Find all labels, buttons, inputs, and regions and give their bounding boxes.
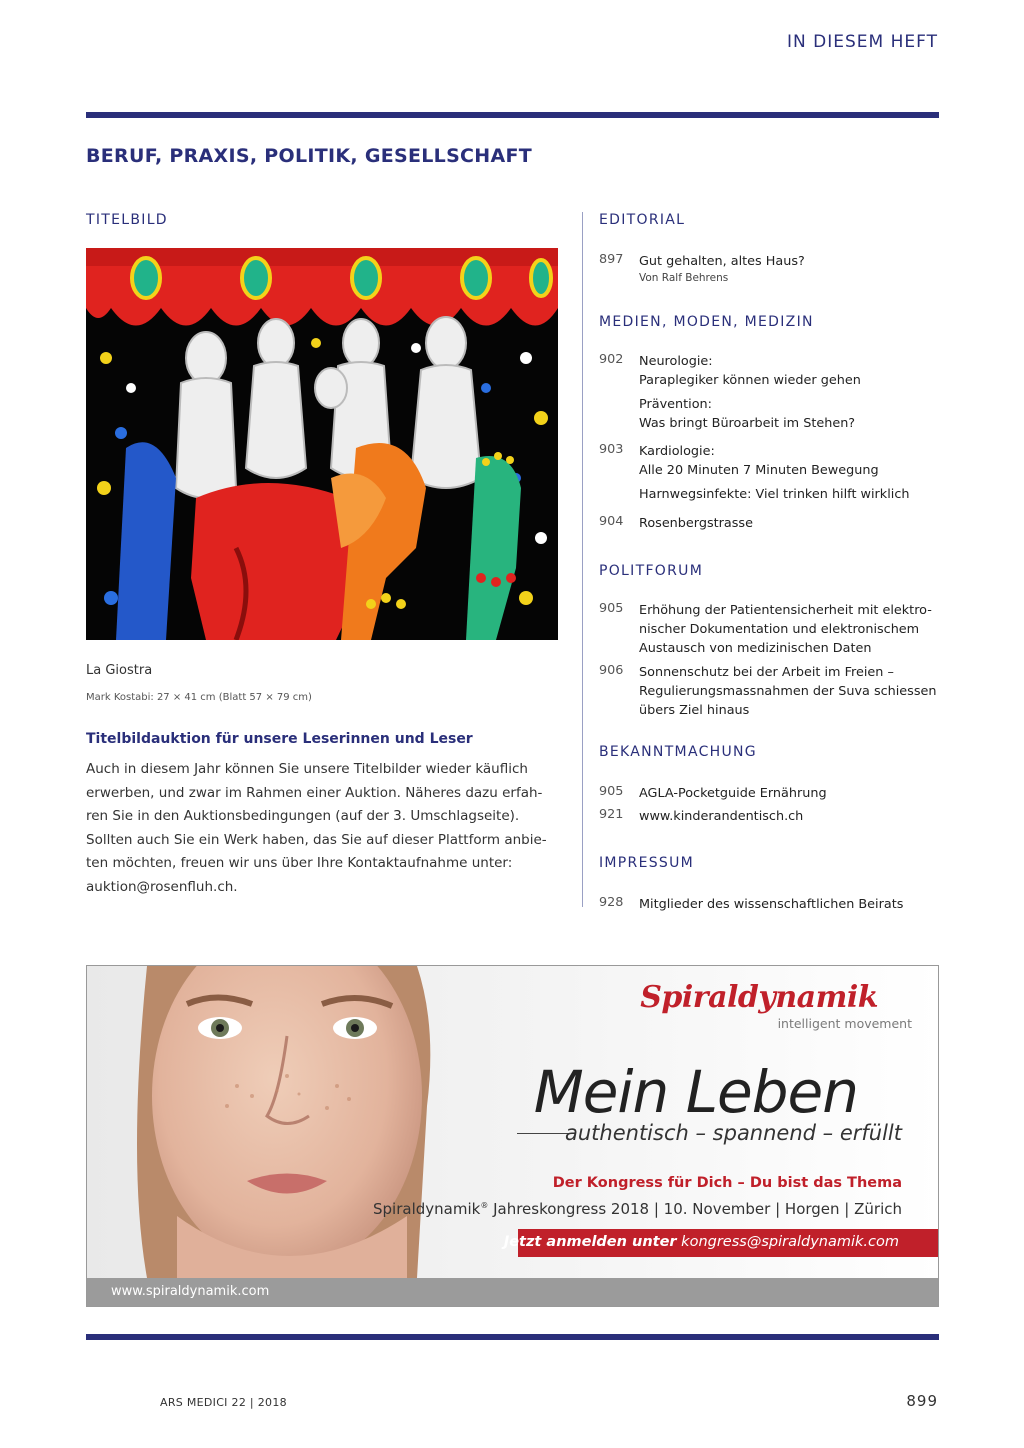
toc-entry-author: Von Ralf Behrens [639,272,729,284]
bekanntmachung-heading: BEKANNTMACHUNG [599,744,757,760]
congress-details [373,1200,902,1218]
tagline-rule [517,1133,569,1134]
bottom-rule [86,1334,939,1340]
toc-entry-line: Prävention: [639,397,712,412]
toc-entry-line: Regulierungsmassnahmen der Suva schiessen [639,684,937,699]
toc-page-number: 921 [599,807,624,822]
titelbild-heading: TITELBILD [86,212,168,228]
auction-text [86,758,566,899]
toc-page-number: 902 [599,352,624,367]
toc-page-number: 928 [599,895,624,910]
footer-journal: ARS MEDICI 22 | 2018 [160,1396,287,1409]
toc-page-number: 905 [599,784,624,799]
toc-entry-line: nischer Dokumentation und elektronischem [639,622,920,637]
toc-entry-line: Kardiologie: [639,444,715,459]
ad-headline: Mein Leben [533,1058,858,1126]
congress-brand: Spiraldynamik [373,1200,481,1218]
medien-heading: MEDIEN, MODEN, MEDIZIN [599,314,814,330]
auction-email-link[interactable]: auktion@rosenfluh.ch. [86,878,238,895]
cta-label: Jetzt anmelden unter [503,1234,677,1250]
congress-info: Jahreskongress 2018 | 10. November | Horgen | Zürich [488,1200,902,1218]
artwork-title: La Giostra [86,663,153,678]
ad-footer-bar [87,1278,939,1307]
impressum-heading: IMPRESSUM [599,855,695,871]
toc-entry-line: Rosenbergstrasse [639,516,753,531]
toc-page-number: 897 [599,252,624,267]
toc-entry-line: Harnwegsinfekte: Viel trinken hilft wirklich [639,487,910,502]
congress-title: Der Kongress für Dich – Du bist das Thema [552,1175,902,1191]
toc-entry-line: Austausch von medizinischen Daten [639,641,872,656]
auction-line: Sollten auch Sie ein Werk haben, das Sie auf dieser Plattform anbie- [86,831,547,848]
toc-entry-line: Paraplegiker können wieder gehen [639,373,861,388]
toc-entry-line: Mitglieder des wissenschaftlichen Beirats [639,897,904,912]
registered-mark: ® [480,1201,489,1210]
register-cta-text[interactable] [504,1234,899,1250]
editorial-heading: EDITORIAL [599,212,686,228]
toc-page-number: 903 [599,442,624,457]
artwork-illustration [86,248,558,640]
brand-logo: Spiraldynamik [640,980,878,1015]
running-header: IN DIESEM HEFT [787,32,938,52]
section-title: BERUF, PRAXIS, POLITIK, GESELLSCHAFT [86,145,533,167]
auction-line: Auch in diesem Jahr können Sie unsere Titelbilder wieder käuflich [86,761,528,777]
cta-email-link[interactable]: kongress@spiraldynamik.com [676,1234,899,1250]
toc-entry-line: AGLA-Pocketguide Ernährung [639,786,827,801]
page-number: 899 [906,1392,938,1410]
toc-entry-line: Neurologie: [639,354,713,369]
toc-entry-line: Was bringt Büroarbeit im Stehen? [639,416,856,431]
brand-subtitle: intelligent movement [777,1016,912,1031]
cover-artwork [86,248,558,640]
top-rule [86,112,939,118]
toc-entry-line: Erhöhung der Patientensicherheit mit elektro- [639,603,932,618]
register-cta-bar[interactable] [503,1229,939,1257]
toc-page-number: 904 [599,514,624,529]
column-divider [582,212,583,907]
auction-line: ten möchten, freuen wir uns über Ihre Kontaktaufnahme unter: [86,855,513,871]
toc-page-number: 905 [599,601,624,616]
politforum-heading: POLITFORUM [599,563,704,579]
toc-entry-line: übers Ziel hinaus [639,703,750,718]
ad-website-link[interactable]: www.spiraldynamik.com [111,1284,270,1299]
toc-entry-line: Alle 20 Minuten 7 Minuten Bewegung [639,463,879,478]
auction-title: Titelbildauktion für unsere Leserinnen und Leser [86,731,473,747]
toc-entry-line: www.kinderandentisch.ch [639,809,804,824]
spiraldynamik-advertisement[interactable] [86,965,939,1307]
toc-entry-title: Gut gehalten, altes Haus? [639,254,805,269]
auction-line: ren Sie in den Auktionsbedingungen (auf der 3. Umschlagseite). [86,808,520,824]
ad-tagline: authentisch – spannend – erfüllt [565,1121,902,1145]
artwork-credit: Mark Kostabi: 27 × 41 cm (Blatt 57 × 79 cm) [86,692,312,703]
toc-page-number: 906 [599,663,624,678]
auction-line: erwerben, und zwar im Rahmen einer Auktion. Näheres dazu erfah- [86,784,543,801]
toc-entry-line: Sonnenschutz bei der Arbeit im Freien – [639,665,894,680]
